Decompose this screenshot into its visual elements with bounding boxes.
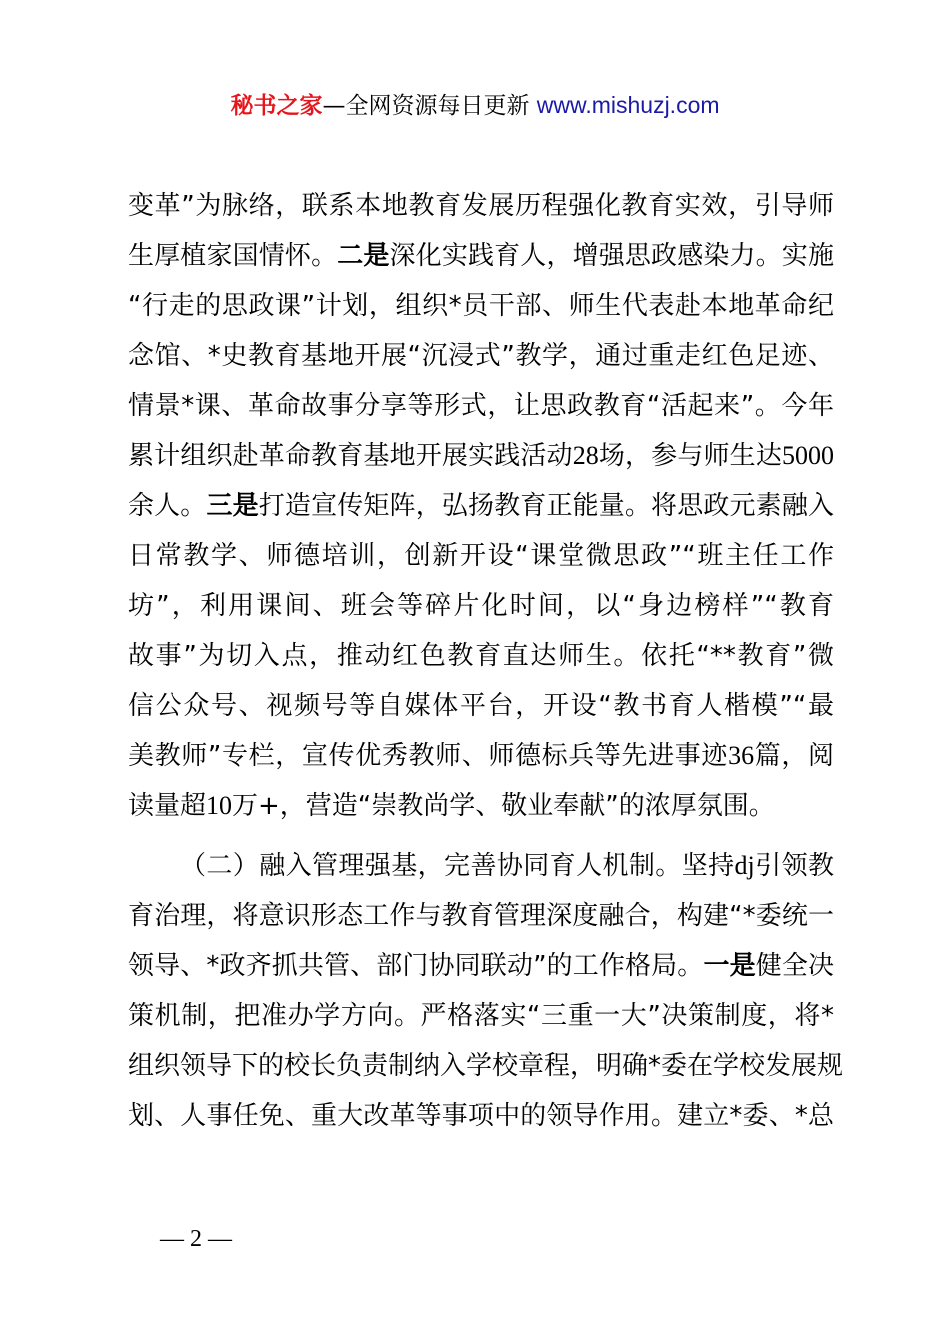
page-number: — 2 —: [160, 1226, 232, 1252]
item-marker: 三是: [206, 491, 259, 521]
text-line: 余人。三是打造宣传矩阵，弘扬教育正能量。将思政元素融入: [128, 491, 834, 521]
site-url-link[interactable]: www.mishuzj.com: [536, 92, 720, 118]
site-banner: [0, 88, 950, 123]
section-heading-line: （二）融入管理强基，完善协同育人机制。坚持dj引领教: [180, 851, 834, 881]
item-marker: 一是: [703, 951, 756, 981]
text-line: 划、人事任免、重大改革等事项中的领导作用。建立*委、*总: [128, 1101, 834, 1131]
text-line: 累计组织赴革命教育基地开展实践活动28场，参与师生达5000: [128, 441, 834, 471]
text-line: 变革”为脉络，联系本地教育发展历程强化教育实效，引导师: [128, 191, 834, 221]
text-line: “行走的思政课”计划，组织*员干部、师生代表赴本地革命纪: [128, 291, 834, 321]
document-body: [128, 181, 844, 1141]
banner-tagline: —全网资源每日更新: [322, 93, 537, 119]
text-line: 读量超10万+，营造“崇教尚学、敬业奉献”的浓厚氛围。: [128, 791, 775, 821]
text-line: 生厚植家国情怀。二是深化实践育人，增强思政感染力。实施: [128, 241, 834, 271]
text-line: 美教师”专栏，宣传优秀教师、师德标兵等先进事迹36篇，阅: [128, 741, 834, 771]
brand-name: 秘书之家: [230, 93, 323, 119]
text-line: 日常教学、师德培训，创新开设“课堂微思政”“班主任工作: [128, 541, 834, 571]
item-marker: 二是: [337, 241, 390, 271]
text-line: 育治理，将意识形态工作与教育管理深度融合，构建“*委统一: [128, 901, 834, 931]
text-line: 念馆、*史教育基地开展“沉浸式”教学，通过重走红色足迹、: [128, 341, 834, 371]
text-line: 组织领导下的校长负责制纳入学校章程，明确*委在学校发展规: [128, 1051, 844, 1081]
text-line: 坊”，利用课间、班会等碎片化时间，以“身边榜样”“教育: [128, 591, 834, 621]
text-line: 领导、*政齐抓共管、部门协同联动”的工作格局。一是健全决: [128, 951, 834, 981]
text-line: 情景*课、革命故事分享等形式，让思政教育“活起来”。今年: [128, 391, 834, 421]
text-line: 信公众号、视频号等自媒体平台，开设“教书育人楷模”“最: [128, 691, 834, 721]
text-line: 策机制，把准办学方向。严格落实“三重一大”决策制度，将*: [128, 1001, 834, 1031]
text-line: 故事”为切入点，推动红色教育直达师生。依托“**教育”微: [128, 641, 834, 671]
